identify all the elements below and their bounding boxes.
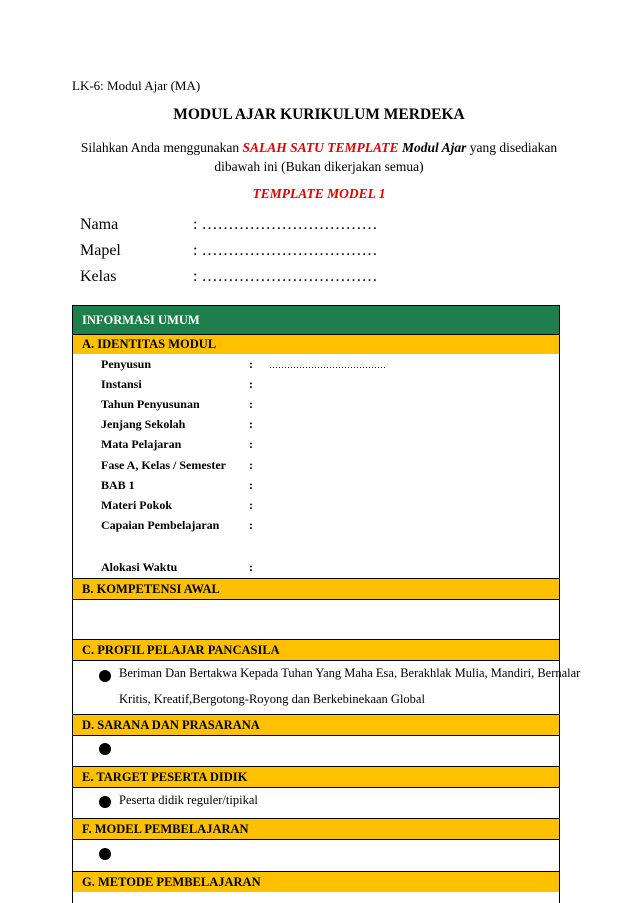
- field-fase: Fase A, Kelas / Semester: [101, 458, 226, 472]
- field-materi: Materi Pokok: [101, 498, 172, 512]
- colon: :: [249, 478, 253, 492]
- divider: [73, 599, 559, 600]
- colon: :: [249, 498, 253, 512]
- instruction-part3: yang disediakan dibawah ini (Bukan dikerjakan semua): [214, 140, 558, 174]
- divider: [73, 839, 559, 840]
- field-capaian: Capaian Pembelajaran: [101, 518, 220, 532]
- instruction-highlight: SALAH SATU TEMPLATE: [242, 140, 399, 155]
- page-title: MODUL AJAR KURIKULUM MERDEKA: [173, 106, 465, 123]
- field-instansi: Instansi: [101, 377, 142, 391]
- bullet-icon: [99, 848, 111, 860]
- kelas-value: : ……………………………: [193, 268, 378, 285]
- document-code: LK-6: Modul Ajar (MA): [72, 78, 201, 93]
- field-alokasi: Alokasi Waktu: [101, 560, 178, 574]
- colon: :: [249, 377, 253, 391]
- section-c-header: C. PROFIL PELAJAR PANCASILA: [73, 639, 559, 660]
- bullet-icon: [99, 743, 111, 755]
- section-a-header: A. IDENTITAS MODUL: [73, 334, 559, 354]
- kelas-label: Kelas: [80, 268, 117, 285]
- field-jenjang: Jenjang Sekolah: [101, 417, 186, 431]
- section-e-header: E. TARGET PESERTA DIDIK: [73, 766, 559, 787]
- field-penyusun: Penyusun: [101, 357, 152, 371]
- colon: :: [249, 357, 253, 371]
- informasi-umum-header: INFORMASI UMUM: [73, 306, 559, 334]
- bullet-icon: [99, 796, 111, 808]
- colon: :: [249, 518, 253, 532]
- field-tahun: Tahun Penyusunan: [101, 397, 200, 411]
- mapel-value: : ……………………………: [193, 242, 378, 259]
- colon: :: [249, 437, 253, 451]
- instruction-modul-ajar: Modul Ajar: [401, 140, 467, 155]
- nama-value: : ……………………………: [193, 216, 378, 233]
- template-label: TEMPLATE MODEL 1: [252, 186, 386, 201]
- colon: :: [249, 458, 253, 472]
- penyusun-dots: …………………………………: [269, 360, 386, 370]
- nama-label: Nama: [80, 216, 119, 233]
- colon: :: [249, 397, 253, 411]
- section-g-header: G. METODE PEMBELAJARAN: [73, 871, 559, 892]
- target-item: Peserta didik reguler/tipikal: [119, 793, 258, 807]
- mapel-label: Mapel: [80, 242, 121, 259]
- colon: :: [249, 560, 253, 574]
- divider: [73, 735, 559, 736]
- profil-line-1: Beriman Dan Bertakwa Kepada Tuhan Yang Maha Esa, Berakhlak Mulia, Mandiri, Bernalar: [119, 666, 581, 680]
- colon: :: [249, 417, 253, 431]
- profil-line-2: Kritis, Kreatif,Bergotong-Royong dan Berkebinekaan Global: [119, 692, 425, 706]
- field-bab: BAB 1: [101, 478, 135, 492]
- section-f-header: F. MODEL PEMBELAJARAN: [73, 818, 559, 839]
- bullet-icon: [99, 670, 111, 682]
- module-table: [72, 305, 581, 903]
- divider: [73, 787, 559, 788]
- instruction-part1: Silahkan Anda menggunakan: [80, 140, 243, 155]
- section-b-header: B. KOMPETENSI AWAL: [73, 578, 559, 599]
- instruction-text: [80, 138, 558, 176]
- divider: [73, 660, 559, 661]
- section-d-header: D. SARANA DAN PRASARANA: [73, 714, 559, 735]
- field-mapel: Mata Pelajaran: [101, 437, 182, 451]
